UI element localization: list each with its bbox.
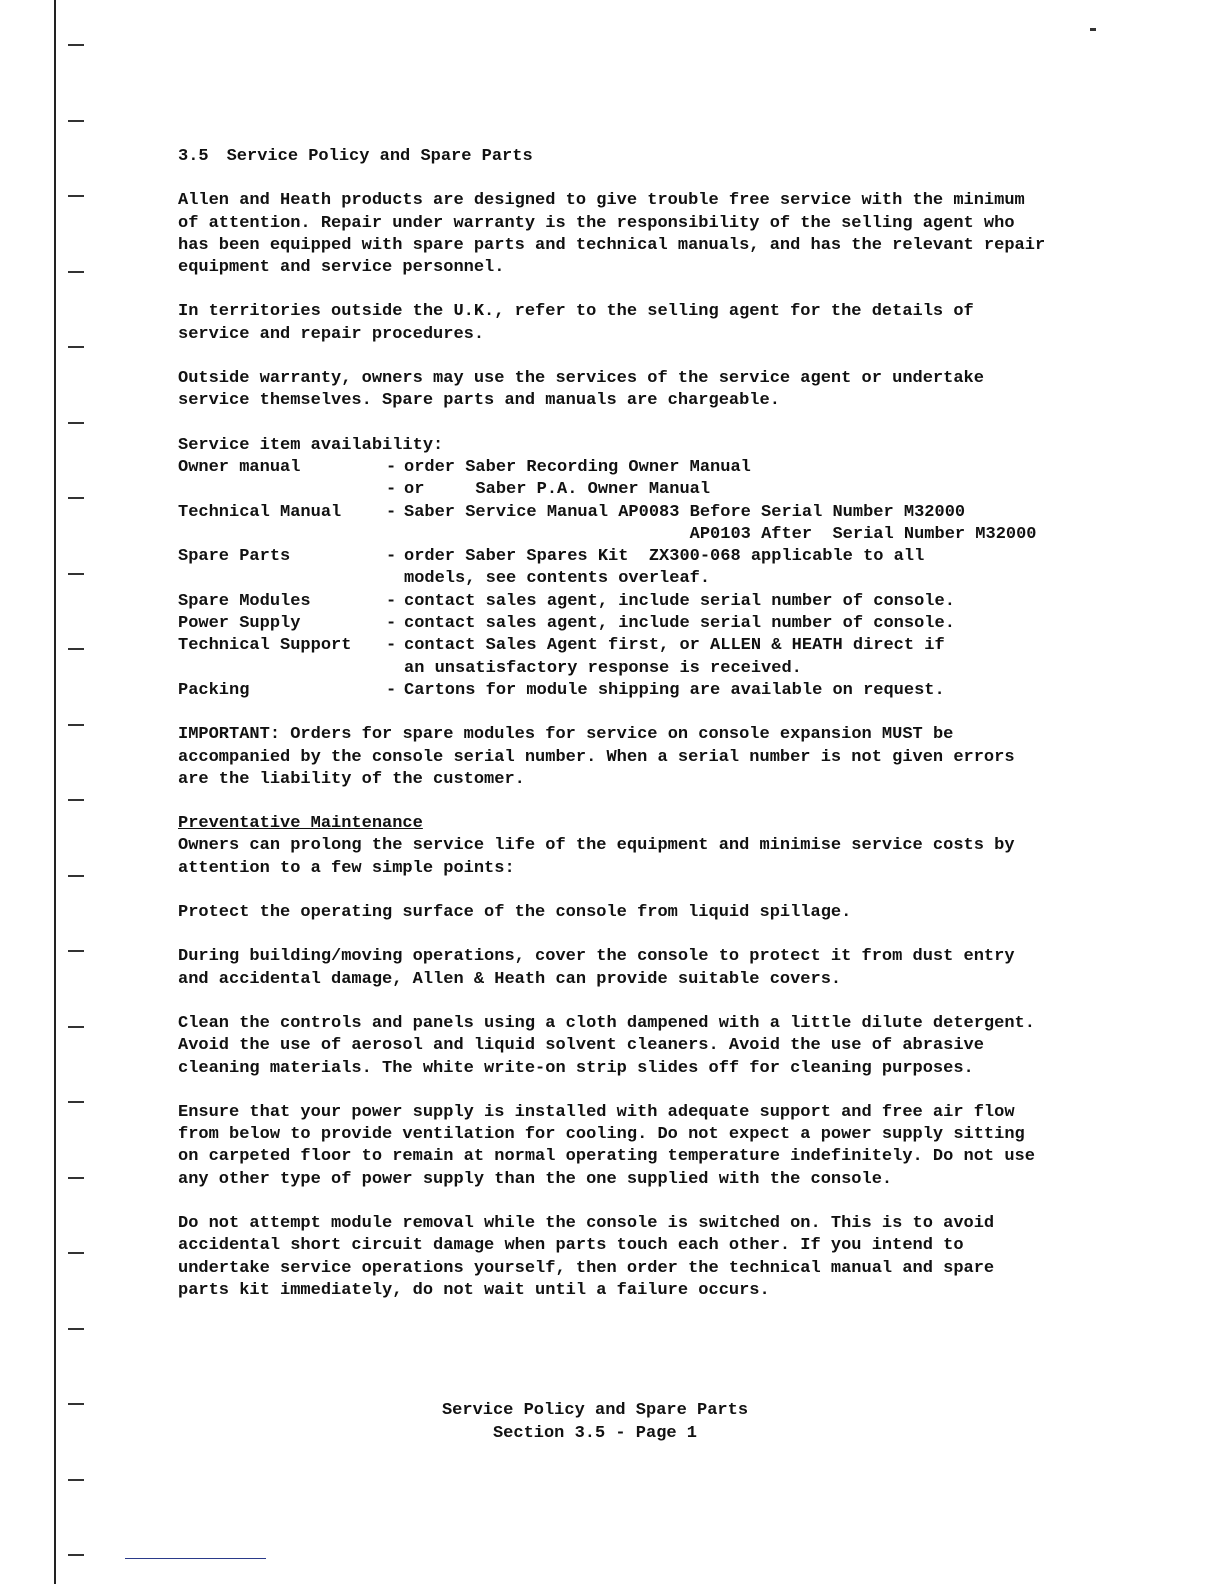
footer-title: Service Policy and Spare Parts (441, 1401, 749, 1420)
scan-speck (1090, 28, 1096, 31)
availability-table (178, 457, 1037, 702)
table-row: Spare Modules - contact sales agent, include serial number of console. (178, 591, 955, 611)
maintenance-point: Ensure that your power supply is installed with adequate support and free air flow from below to provide ventilation for cooling. Do not expect a power supply sitting on carpeted floor to remain at normal operating temperature indefinitely. Do not use any other type of power supply than the one supplied with the console. (178, 1102, 1035, 1189)
table-row: Spare Parts - order Saber Spares Kit ZX300-068 applicable to all models, see contents overleaf. (178, 547, 925, 589)
section-title: Service Policy and Spare Parts (226, 147, 533, 166)
important-notice (178, 724, 1048, 791)
margin-tick (68, 1403, 84, 1405)
intro-paragraph: Outside warranty, owners may use the services of the service agent or undertake service themselves. Spare parts and manuals are chargeable. (178, 369, 984, 411)
footer-page-number: Section 3.5 - Page 1 (492, 1424, 698, 1443)
margin-tick (68, 724, 84, 726)
margin-tick (68, 1252, 84, 1254)
margin-tick (68, 1101, 84, 1103)
margin-tick (68, 1328, 84, 1330)
footer-rule (125, 1558, 266, 1559)
margin-tick (68, 1026, 84, 1028)
table-row: Technical Manual - Saber Service Manual AP0083 Before Serial Number M32000 AP0103 After Serial Number M32000 (178, 502, 1037, 544)
margin-tick (68, 195, 84, 197)
margin-tick (68, 120, 84, 122)
maintenance-intro: Owners can prolong the service life of the equipment and minimise service costs by attention to a few simple points: (178, 836, 1015, 878)
table-row: Packing - Cartons for module shipping are available on request. (178, 680, 945, 700)
margin-tick (68, 950, 84, 952)
table-row: Power Supply - contact sales agent, include serial number of console. (178, 614, 955, 634)
maintenance-point: During building/moving operations, cover the console to protect it from dust entry and accidental damage, Allen & Heath can provide suitable covers. (178, 947, 1015, 989)
margin-tick (68, 422, 84, 424)
table-row: Owner manual - order Saber Recording Owner Manual (178, 457, 751, 477)
maintenance-point: Protect the operating surface of the console from liquid spillage. (178, 903, 852, 923)
binder-margin-line (54, 0, 56, 1584)
table-row: Technical Support - contact Sales Agent first, or ALLEN & HEATH direct if an unsatisfactory response is received. (178, 636, 945, 678)
margin-tick (68, 573, 84, 575)
section-heading (178, 146, 1048, 168)
margin-tick (68, 1177, 84, 1179)
important-label: IMPORTANT: (178, 725, 281, 745)
page-footer (178, 1399, 1012, 1445)
intro-paragraph: Allen and Heath products are designed to give trouble free service with the minimum of attention. Repair under warranty is the responsibility of the selling agent who has been equipped with spare parts and technical manuals, and has the relevant repair equipment and service personnel. (178, 191, 1046, 278)
table-row: - or Saber P.A. Owner Manual (386, 480, 711, 500)
margin-tick (68, 648, 84, 650)
intro-paragraph: In territories outside the U.K., refer to the selling agent for the details of service and repair procedures. (178, 302, 974, 344)
margin-tick (68, 271, 84, 273)
maintenance-point: Clean the controls and panels using a cloth dampened with a little dilute detergent. Avoid the use of aerosol and liquid solvent cleaners. Avoid the use of abrasive cleaning materials. The white write-on strip slides off for cleaning purposes. (178, 1013, 1035, 1078)
important-text: Orders for spare modules for service on console expansion MUST be accompanied by the console serial number. When a serial number is not given errors are the liability of the customer. (178, 725, 1015, 789)
document-body (178, 146, 1048, 1324)
margin-tick (68, 346, 84, 348)
margin-tick (68, 1554, 84, 1556)
margin-tick (68, 1479, 84, 1481)
maintenance-heading: Preventative Maintenance (178, 814, 423, 834)
margin-tick (68, 497, 84, 499)
margin-tick (68, 799, 84, 801)
margin-tick (68, 44, 84, 46)
maintenance-point: Do not attempt module removal while the console is switched on. This is to avoid accidental short circuit damage when parts touch each other. If you intend to undertake service operations yourself, then order the technical manual and spare parts kit immediately, do not wait until a failure occurs. (178, 1213, 995, 1300)
margin-tick (68, 875, 84, 877)
section-number: 3.5 (178, 147, 209, 166)
availability-title: Service item availability: (178, 435, 444, 455)
